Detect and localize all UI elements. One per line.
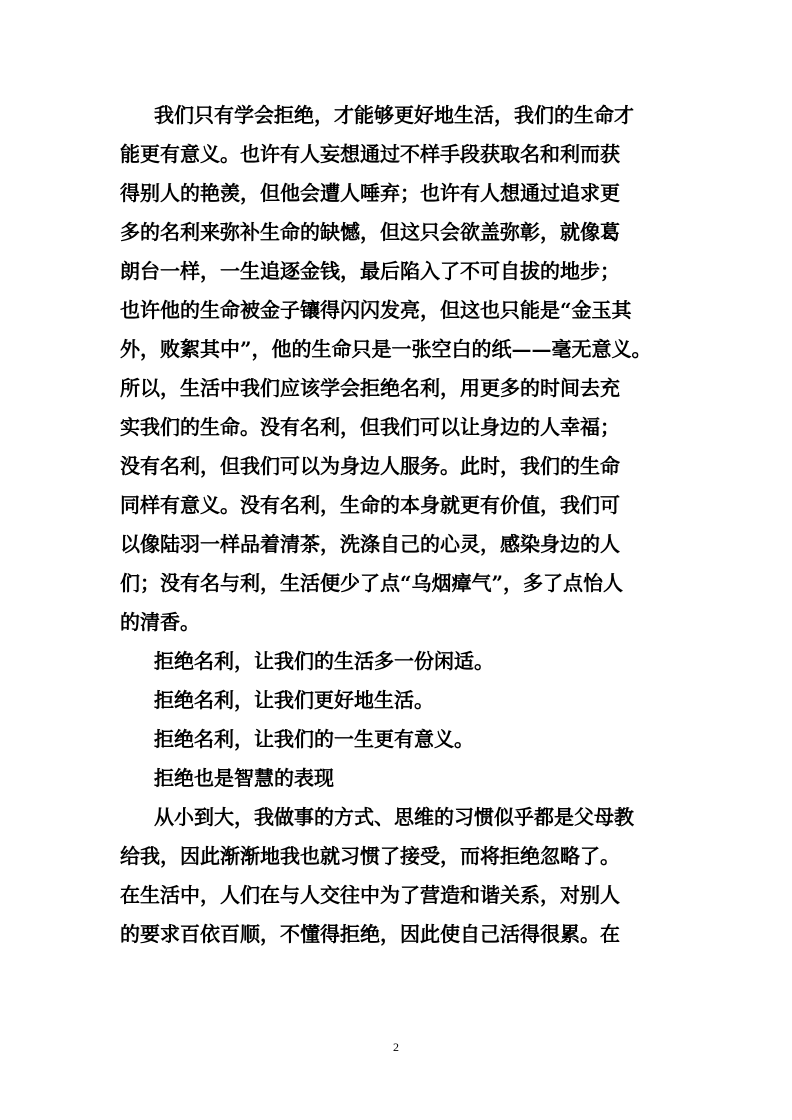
paragraph-line: 多的名利来弥补生命的缺憾，但这只会欲盖弥彰，就像葛 — [120, 220, 620, 244]
paragraph-line: 的清香。 — [120, 610, 200, 634]
paragraph-line: 也许他的生命被金子镶得闪闪发亮，但这也只能是“金玉其 — [120, 298, 632, 322]
paragraph-line: 从小到大，我做事的方式、思维的习惯似乎都是父母教 — [154, 805, 634, 829]
paragraph-line: 能更有意义。也许有人妄想通过不样手段获取名和利而获 — [120, 142, 620, 166]
paragraph-line: 所以，生活中我们应该学会拒绝名利，用更多的时间去充 — [120, 376, 620, 400]
body-text — [120, 96, 680, 954]
paragraph-line: 们；没有名与利，生活便少了点“乌烟瘴气”，多了点怡人 — [120, 571, 624, 595]
paragraph-line: 没有名利，但我们可以为身边人服务。此时，我们的生命 — [120, 454, 620, 478]
paragraph-line: 拒绝名利，让我们的生活多一份闲适。 — [154, 649, 494, 673]
paragraph-line: 拒绝名利，让我们更好地生活。 — [154, 688, 434, 712]
page-number: 2 — [393, 1040, 399, 1054]
paragraph-line: 的要求百依百顺，不懂得拒绝，因此使自己活得很累。在 — [120, 922, 620, 946]
paragraph-line: 给我，因此渐渐地我也就习惯了接受，而将拒绝忽略了。 — [120, 844, 620, 868]
paragraph-line: 朗台一样，一生追逐金钱，最后陷入了不可自拔的地步； — [120, 259, 620, 283]
paragraph-line: 我们只有学会拒绝，才能够更好地生活，我们的生命才 — [154, 103, 634, 127]
paragraph-line: 拒绝名利，让我们的一生更有意义。 — [154, 727, 474, 751]
paragraph-line: 外，败絮其中”，他的生命只是一张空白的纸——毫无意义。 — [120, 337, 652, 361]
paragraph-line: 以像陆羽一样品着清茶，洗涤自己的心灵，感染身边的人 — [120, 532, 620, 556]
paragraph-line: 在生活中，人们在与人交往中为了营造和谐关系，对别人 — [120, 883, 620, 907]
paragraph-line: 同样有意义。没有名利，生命的本身就更有价值，我们可 — [120, 493, 620, 517]
section-heading: 拒绝也是智慧的表现 — [154, 766, 334, 790]
paragraph-line: 实我们的生命。没有名利，但我们可以让身边的人幸福； — [120, 415, 620, 439]
paragraph-line: 得别人的艳羡，但他会遭人唾弃；也许有人想通过追求更 — [120, 181, 620, 205]
